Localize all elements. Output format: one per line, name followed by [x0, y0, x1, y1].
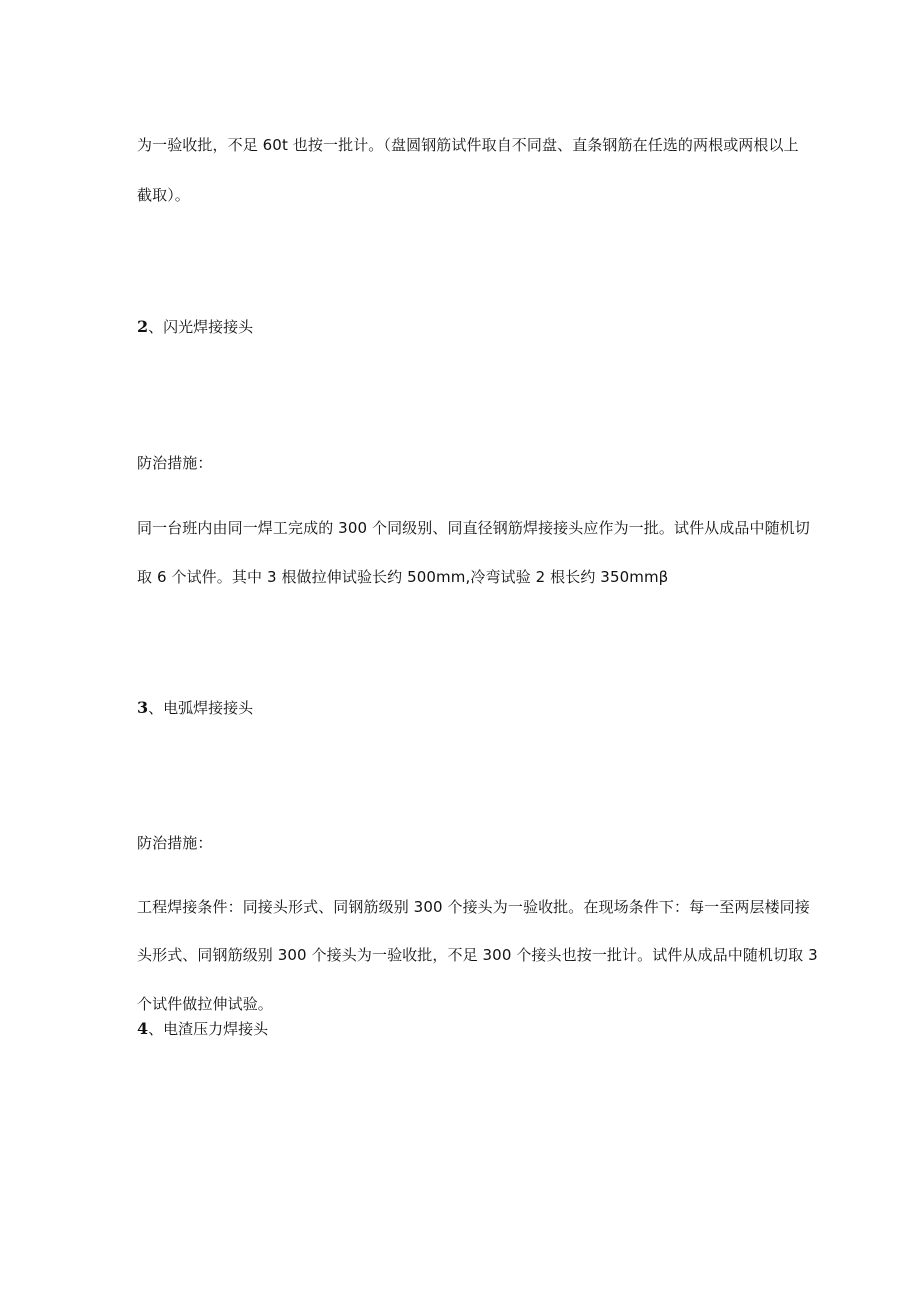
section-number: 3 [137, 698, 149, 717]
section-number: 4 [137, 1019, 149, 1038]
paragraph-line: 为一验收批，不足 60t 也按一批计。（盘圆钢筋试件取自不同盘、直条钢筋在任选的两根或两根以上 [137, 136, 799, 154]
section-heading-2 [137, 317, 253, 337]
paragraph-line: 头形式、同钢筋级别 300 个接头为一验收批，不足 300 个接头也按一批计。试件从成品中随机切取 3 [137, 946, 818, 964]
paragraph-line: 同一台班内由同一焊工完成的 300 个同级别、同直径钢筋焊接接头应作为一批。试件从成品中随机切 [137, 519, 810, 537]
paragraph-line: 个试件做拉伸试验。 [137, 995, 273, 1013]
section-heading-3 [137, 698, 253, 718]
paragraph-line: 取 6 个试件。其中 3 根做拉伸试验长约 500mm,冷弯试验 2 根长约 350mmβ [137, 568, 669, 586]
measures-label: 防治措施： [137, 834, 213, 852]
paragraph-line: 工程焊接条件：同接头形式、同钢筋级别 300 个接头为一验收批。在现场条件下：每一至两层楼同接 [137, 898, 810, 916]
section-title: 、闪光焊接接头 [148, 318, 254, 336]
measures-label: 防治措施： [137, 454, 213, 472]
section-heading-4 [137, 1019, 268, 1039]
section-title: 、电弧焊接接头 [148, 699, 254, 717]
section-title: 、电渣压力焊接头 [148, 1020, 269, 1038]
section-number: 2 [137, 317, 149, 336]
paragraph-line: 截取）。 [137, 186, 190, 204]
